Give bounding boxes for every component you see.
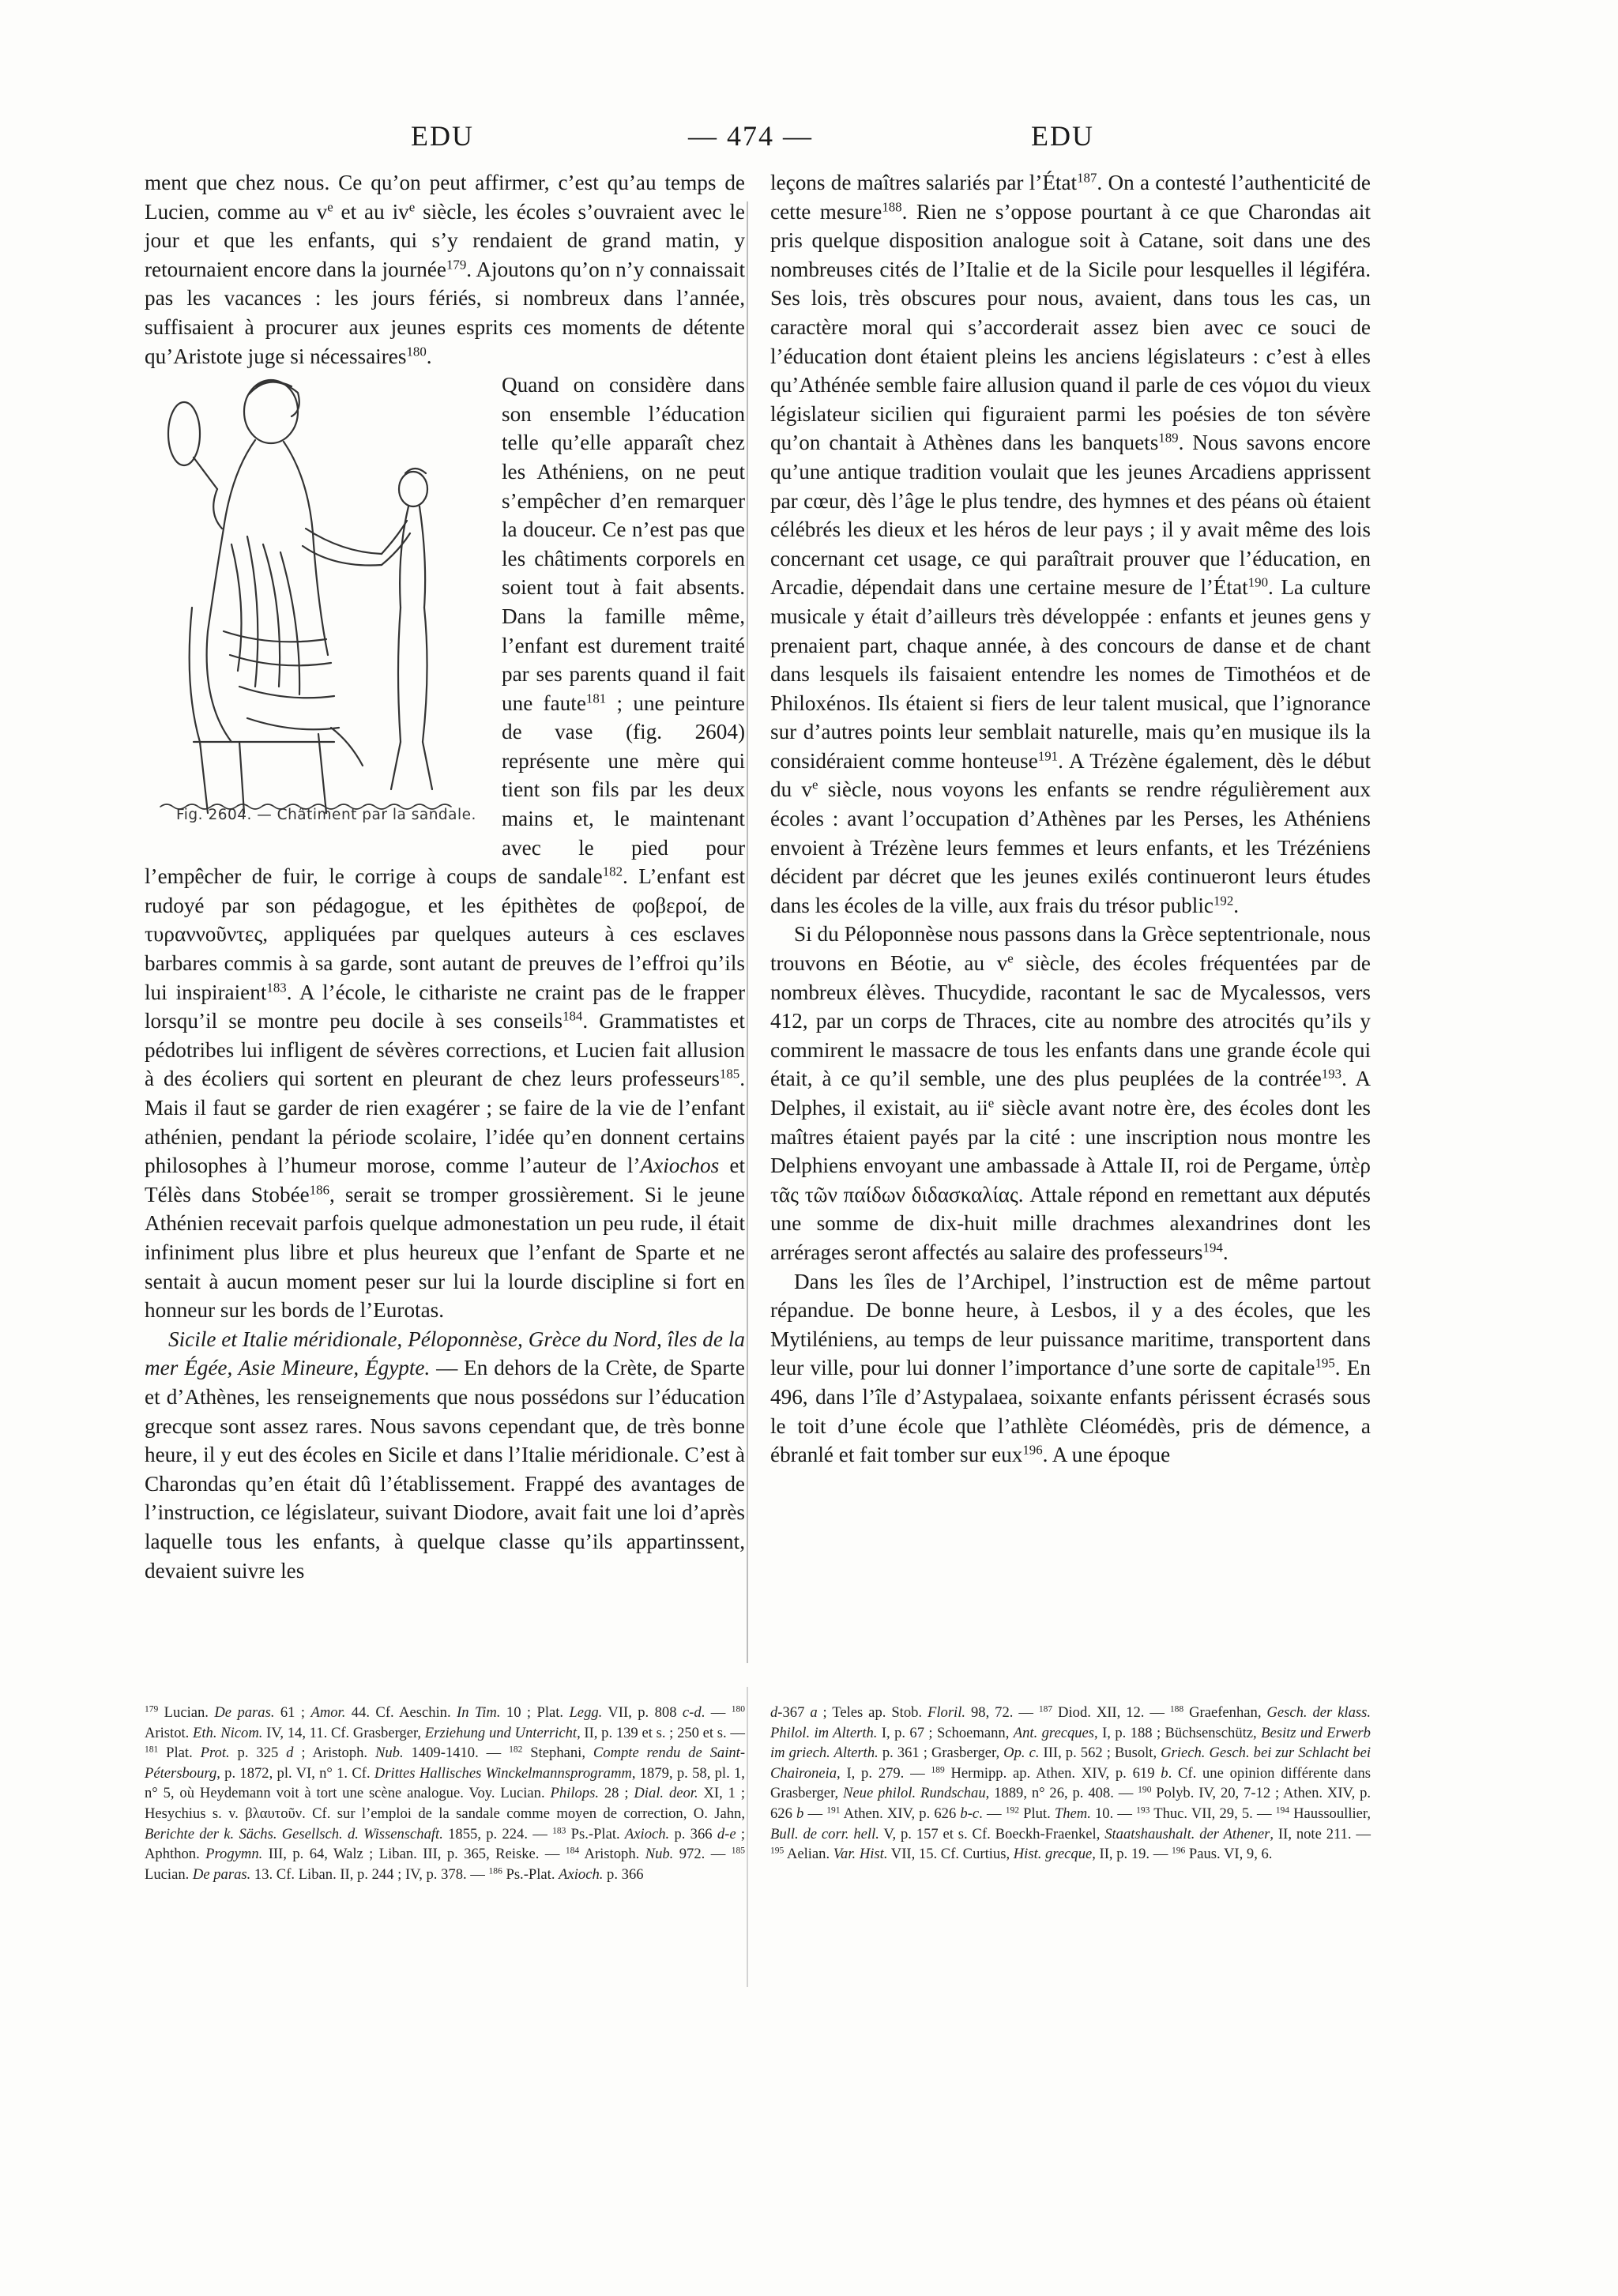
footnotes-right [770,1703,1371,1865]
right-column [770,168,1371,1470]
paragraph: Dans les îles de l’Archipel, l’instruction est de même partout répandue. De bonne heure, à Lesbos, il y a des écoles, que les Mytiléniens, au temps de leur puissance maritime, transportent dans leur ville, pour lui donner l’importance d’une sorte de capitale$^{195}$. En 496, dans l’île d’Astypalaea, soixante enfants périssent écrasés sous le toit d’une école que l’athlète Cléomédès, pris de démence, a ébranlé et fait tomber sur eux$^{196}$. A une époque [770,1269,1372,1467]
paragraph: leçons de maîtres salariés par l’État$^{187}$. On a contesté l’authenticité de cette mesure$^{188}$. Rien ne s’oppose pourtant à ce que Charondas ait pris quelque disposition analogue soit à Catane, soit dans une des nombreuses cités de l’Italie et de la Sicile pour lesquelles il légiféra. Ses lois, très obscures pour nous, avaient, dans tous les cas, un caractère moral qui s’accorderait assez bien avec ce souci de l’éducation dont étaient pleins les anciens législateurs : c’est à elles qu’Athénée semble faire allusion quand il parle de ces νόμοι du vieux législateur sicilien qui figuraient parmi les poésies de ton sévère qu’on chantait à Athènes dans les banquets$^{189}$. Nous savons encore qu’une antique tradition voulait que les jeunes Arcadiens apprissent par cœur, dès l’âge le plus tendre, des hymnes et des péans où étaient célébrés les dieux et les héros de leur pays ; il y avait même des lois concernant cet usage, ce qui paraîtrait prouver que l’éducation, en Arcadie, dépendait dans une certaine mesure de l’État$^{190}$. La culture musicale y était d’ailleurs très développée : enfants et jeunes gens y prenaient part, chaque année, à des concours de danse et de chant dans lesquels ils faisaient entendre les nomes de Timothéos et de Philoxénos. Ils étaient si fiers de leur talent musical, que l’ignorance sur d’autres points leur semblait naturelle, mais qu’en musique ils la considéraient comme honteuse$^{191}$. A Trézène également, dès le début du $v^e$ siècle, nous voyons les enfants se rendre régulièrement aux écoles : avant l’occupation d’Athènes par les Perses, les Athéniens envoient à Trézène leurs femmes et leurs enfants, et les Trézéniens décident par décret que les jeunes exilés continueront leurs études dans les écoles de la ville, aux frais du trésor public$^{192}$. [770,170,1371,917]
paragraph: Sicile et Italie méridionale, Péloponnèse, Grèce du Nord, îles de la mer Égée, Asie Mineure, Égypte. — En dehors de la Crète, de Sparte et d’Athènes, les renseignements que nous possédons sur l’éducation grecque sont assez rares. Nous savons cependant que, de très bonne heure, il y eut des écoles en Sicile et dans l’Italie méridionale. C’est à Charondas qu’en était dû l’établissement. Frappé des avantages de l’instruction, ce législateur, suivant Diodore, avait fait une loi d’après laquelle tous les enfants, à quelque classe qu’ils appartinssent, devaient suivre les [145,1327,745,1583]
paragraph: Quand on considère dans son ensemble l’éducation telle qu’elle apparaît chez les Athéniens, on ne peut s’empêcher d’en remarquer la douceur. Ce n’est pas que les châtiments corporels en soient tout à fait absents. Dans la famille même, l’enfant est durement traité par ses parents quand il fait une faute$^{181}$ ; une peinture de vase (fig. 2604) représente une mère qui tient son fils par les deux mains et, le maintenant avec le pied pour l’empêcher de fuir, le corrige à coups de sandale$^{182}$. L’enfant est rudoyé par son pédagogue, et les épithètes de φοβεροί, de τυραννοῦντες, appliquées par quelques auteurs à ces esclaves barbares commis à sa garde, sont autant de preuves de l’effroi qu’ils lui inspiraient$^{183}$. A l’école, le cithariste ne craint pas de le frapper lorsqu’il se montre peu docile à ses conseils$^{184}$. Grammatistes et pédotribes lui infligent de sévères corrections, et Lucien fait allusion à des écoliers qui sortent en pleurant de chez leurs professeurs$^{185}$. Mais il faut se garder de rien exagérer ; se faire de la vie de l’enfant athénien, pendant la période scolaire, l’idée qu’en donnent certains philosophes à l’humeur morose, comme l’auteur de l’Axiochos et Télès dans Stobée$^{186}$, serait se tromper grossièrement. Si le jeune Athénien recevait parfois quelque admonestation un peu rude, il était infiniment plus libre et plus heureux que l’enfant de Sparte et ne sentait à aucun moment peser sur lui la lourde discipline si fort en honneur sur les bords de l’Eurotas. [145,373,746,1323]
footnote-block: $^{179}$ Lucian. De paras. 61 ; Amor. 44. Cf. Aeschin. In Tim. 10 ; Plat. Legg. VII, p. 808 c-d. — $^{180}$ Aristot. Eth. Nicom. IV, 14, 11. Cf. Grasberger, Erziehung und Unterricht, II, p. 139 et s. ; 250 et s. — $^{181}$ Plat. Prot. p. 325 d ; Aristoph. Nub. 1409-1410. — $^{182}$ Stephani, Compte rendu de Saint-Pétersbourg, p. 1872, pl. VI, n° 1. Cf. Drittes Hallisches Winckelmannsprogramm, 1879, p. 58, pl. 1, n° 5, où Heydemann voit à tort une scène analogue. Voy. Lucian. Philops. 28 ; Dial. deor. XI, 1 ; Hesychius s. v. βλαυτοῦν. Cf. sur l’emploi de la sandale comme moyen de correction, O. Jahn, Berichte der k. Sächs. Gesellsch. d. Wissenschaft. 1855, p. 224. — $^{183}$ Ps.-Plat. Axioch. p. 366 d-e ; Aphthon. Progymn. III, p. 64, Walz ; Liban. III, p. 365, Reiske. — $^{184}$ Aristoph. Nub. 972. — $^{185}$ Lucian. De paras. 13. Cf. Liban. II, p. 244 ; IV, p. 378. — $^{186}$ Ps.-Plat. Axioch. p. 366 [145,1704,746,1883]
vase-painting-illustration [145,371,494,846]
running-head-left: EDU [411,120,474,152]
page-number: — 474 — [688,120,813,152]
footnote-divider [747,1687,748,1987]
footnotes-left [145,1703,745,1884]
column-divider [747,201,748,1663]
left-column [145,168,745,1585]
paragraph: ment que chez nous. Ce qu’on peut affirmer, c’est qu’au temps de Lucien, comme au $v^e$ et au $iv^e$ siècle, les écoles s’ouvraient avec le jour et que les enfants, qui s’y rendaient de grand matin, y retournaient encore dans la journée$^{179}$. Ajoutons qu’on n’y connaissait pas les vacances : les jours fériés, si nombreux dans l’année, suffisaient à procurer aux jeunes esprits ces moments de détente qu’Aristote juge si nécessaires$^{180}$. [145,171,745,368]
figure-2604 [145,371,494,846]
footnote-block: d-367 a ; Teles ap. Stob. Floril. 98, 72. — $^{187}$ Diod. XII, 12. — $^{188}$ Graefenhan, Gesch. der klass. Philol. im Alterth. I, p. 67 ; Schoemann, Ant. grecques, I, p. 188 ; Büchsenschütz, Besitz und Erwerb im griech. Alterth. p. 361 ; Grasberger, Op. c. III, p. 562 ; Busolt, Griech. Gesch. bei zur Schlacht bei Chaironeia, I, p. 279. — $^{189}$ Hermipp. ap. Athen. XIV, p. 619 b. Cf. une opinion différente dans Grasberger, Neue philol. Rundschau, 1889, n° 26, p. 408. — $^{190}$ Polyb. IV, 20, 7-12 ; Athen. XIV, p. 626 b — $^{191}$ Athen. XIV, p. 626 b-c. — $^{192}$ Plut. Them. 10. — $^{193}$ Thuc. VII, 29, 5. — $^{194}$ Haussoullier, Bull. de corr. hell. V, p. 157 et s. Cf. Boeckh-Fraenkel, Staatshaushalt. der Athener, II, note 211. — $^{195}$ Aelian. Var. Hist. VII, 15. Cf. Curtius, Hist. grecque, II, p. 19. — $^{196}$ Paus. VI, 9, 6. [770,1704,1372,1863]
running-head-right: EDU [1031,120,1094,152]
mirror-icon [168,402,200,465]
figure-caption: Fig. 2604. — Châtiment par la sandale. [176,807,476,824]
paragraph: Si du Péloponnèse nous passons dans la Grèce septentrionale, nous trouvons en Béotie, au $v^e$ siècle, des écoles fréquentées par de nombreux élèves. Thucydide, racontant le sac de Mycalessos, vers 412, par un corps de Thraces, cite au nombre des atrocités qu’ils y commirent le massacre de tous les enfants dans une grande école qui était, à ce qu’il semble, une des plus peuplées de la contrée$^{193}$. A Delphes, il existait, au $ii^e$ siècle avant notre ère, des écoles dont les maîtres étaient payés par la cité : une inscription nous montre les Delphiens envoyant une ambassade à Attale II, roi de Pergame, ὑπὲρ τᾶς τῶν παίδων διδασκαλίας. Attale répond en remettant aux députés une somme de dix-huit mille drachmes alexandrines dont les arrérages seront affectés au salaire des professeurs$^{194}$. [770,922,1371,1264]
